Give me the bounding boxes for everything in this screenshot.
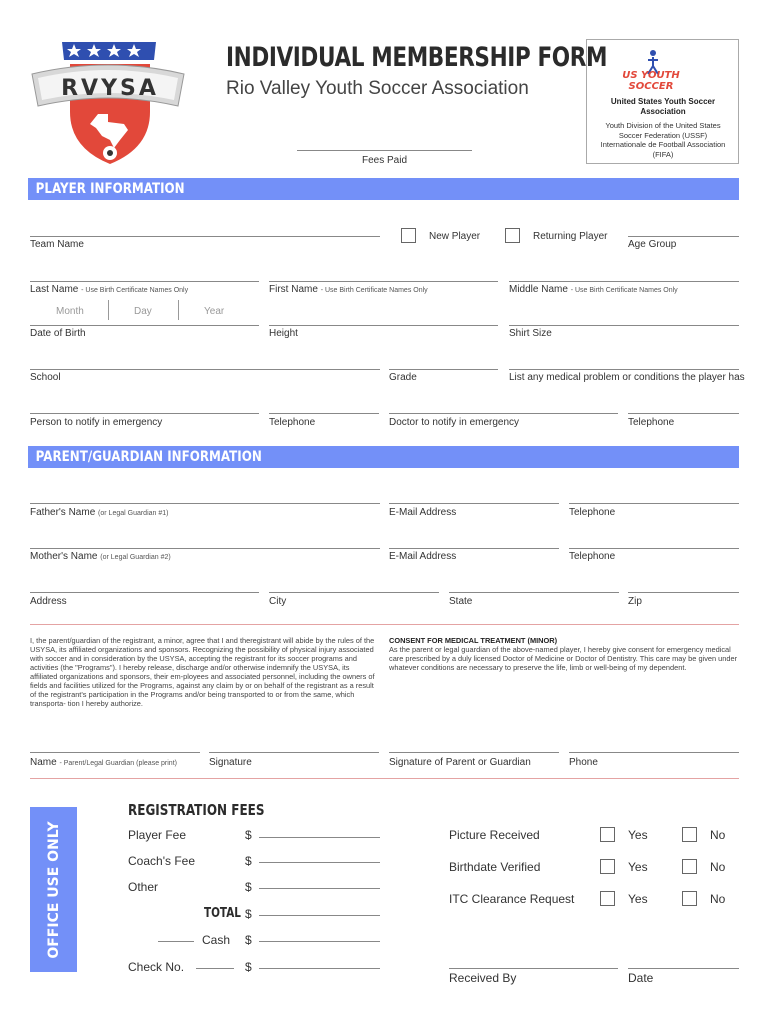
medical-label: List any medical problem or conditions the player has xyxy=(509,372,745,383)
medical-line[interactable] xyxy=(509,369,739,370)
last-name-note: - Use Birth Certificate Names Only xyxy=(81,287,189,294)
fees-paid-line[interactable] xyxy=(297,150,472,151)
first-name-note: - Use Birth Certificate Names Only xyxy=(320,287,428,294)
logo-text: RVYSA xyxy=(61,76,159,101)
total-label: TOTAL xyxy=(204,906,241,921)
section-divider xyxy=(30,624,739,625)
coach-fee-dollar: $ xyxy=(245,854,252,868)
grade-label: Grade xyxy=(389,372,417,383)
father-email-line[interactable] xyxy=(389,503,559,504)
player-fee-label: Player Fee xyxy=(128,828,187,842)
father-name-line[interactable] xyxy=(30,503,380,504)
mother-name-label: Mother's Name (or Legal Guardian #2) xyxy=(30,551,171,562)
guardian-name-label: Name - Parent/Legal Guardian (please print) xyxy=(30,757,177,768)
city-line[interactable] xyxy=(269,592,439,593)
dob-month-hint: Month xyxy=(56,306,84,317)
height-label: Height xyxy=(269,328,298,339)
age-group-line[interactable] xyxy=(628,236,739,237)
picture-no-checkbox[interactable] xyxy=(682,827,697,842)
registration-fees-title: REGISTRATION FEES xyxy=(128,801,265,819)
last-name-label: Last Name - Use Birth Certificate Names Only xyxy=(30,284,189,295)
new-player-checkbox[interactable] xyxy=(401,228,416,243)
doctor-telephone-label: Telephone xyxy=(628,417,675,428)
emergency-person-label: Person to notify in emergency xyxy=(30,417,163,428)
middle-name-note: - Use Birth Certificate Names Only xyxy=(570,287,678,294)
middle-name-label: Middle Name - Use Birth Certificate Names Only xyxy=(509,284,678,295)
zip-line[interactable] xyxy=(628,592,739,593)
new-player-label: New Player xyxy=(429,231,481,242)
last-name-line[interactable] xyxy=(30,281,259,282)
cash-line[interactable] xyxy=(259,941,380,942)
parent-signature-line[interactable] xyxy=(389,752,559,753)
grade-line[interactable] xyxy=(389,369,498,370)
first-name-line[interactable] xyxy=(269,281,498,282)
guardian-name-line[interactable] xyxy=(30,752,200,753)
itc-no-checkbox[interactable] xyxy=(682,891,697,906)
height-line[interactable] xyxy=(269,325,498,326)
other-label: Other xyxy=(128,880,159,894)
us-youth-soccer-box xyxy=(586,39,739,164)
date-label: Date xyxy=(628,971,654,985)
age-group-label: Age Group xyxy=(628,239,677,250)
school-label: School xyxy=(30,372,61,383)
player-info-header: PLAYER INFORMATION xyxy=(28,178,739,200)
check-no-line[interactable] xyxy=(259,968,380,969)
mother-name-line[interactable] xyxy=(30,548,380,549)
dob-day-hint: Day xyxy=(134,306,152,317)
state-line[interactable] xyxy=(449,592,619,593)
total-dollar: $ xyxy=(245,907,252,921)
birthdate-no-label: No xyxy=(710,860,726,874)
fees-paid-label: Fees Paid xyxy=(362,155,408,166)
office-use-bar: OFFICE USE ONLY xyxy=(30,807,77,972)
waiver-text: I, the parent/guardian of the registrant, a minor, agree that I and theregistrant will abide by the rules of the USYSA, its affiliated organizations and sponsors. Recognizing the possibility of physical injury associated with soccer and in consideration by the USYSA, accepting the registrant for its soccer programs and activities (the "Programs"). I hereby release, discharge and/or otherwise indemnify the USYSA, its affiliated organizations and sponsors, their em-ployees and associated personnel, including the owners of fields and facilities utilized for the Programs, against any claim by or on behalf of the registrant as a result of the registrant's participation in the Programs and/or being transported to or from the same, which transporta- tion I hereby authorize. xyxy=(30,636,375,708)
birthdate-yes-checkbox[interactable] xyxy=(600,859,615,874)
doctor-line[interactable] xyxy=(389,413,618,414)
school-line[interactable] xyxy=(30,369,380,370)
section-divider xyxy=(30,778,739,779)
middle-name-line[interactable] xyxy=(509,281,739,282)
emergency-telephone-line[interactable] xyxy=(269,413,379,414)
us-org-name: United States Youth Soccer Association xyxy=(610,97,716,116)
address-label: Address xyxy=(30,596,67,607)
parent-info-header: PARENT/GUARDIAN INFORMATION xyxy=(28,446,739,468)
mother-telephone-label: Telephone xyxy=(569,551,616,562)
dob-divider xyxy=(108,300,109,320)
rvysa-crest-icon xyxy=(28,36,188,171)
guardian-name-note: - Parent/Legal Guardian (please print) xyxy=(59,760,177,767)
consent-title: CONSENT FOR MEDICAL TREATMENT (MINOR) xyxy=(389,636,558,645)
page-subtitle: Rio Valley Youth Soccer Association xyxy=(226,78,529,99)
mother-email-label: E-Mail Address xyxy=(389,551,457,562)
consent-text: As the parent or legal guardian of the above-named player, I hereby give consent for emergency medical care prescribed by a duly licensed Doctor of Medicine or Doctor of Dentistry. This care may be given under whatever conditions are necessary to preserve the life, limb or well-being of my dependent. xyxy=(389,645,738,672)
emergency-telephone-label: Telephone xyxy=(269,417,316,428)
zip-label: Zip xyxy=(628,596,642,607)
date-line[interactable] xyxy=(628,968,739,969)
itc-no-label: No xyxy=(710,892,726,906)
birthdate-yes-label: Yes xyxy=(628,860,648,874)
phone-label: Phone xyxy=(569,757,598,768)
returning-player-label: Returning Player xyxy=(533,231,608,242)
dob-label: Date of Birth xyxy=(30,328,86,339)
parent-signature-label: Signature of Parent or Guardian xyxy=(389,757,531,768)
signature-line[interactable] xyxy=(209,752,379,753)
father-note: (or Legal Guardian #1) xyxy=(98,510,169,517)
father-name-label: Father's Name (or Legal Guardian #1) xyxy=(30,507,169,518)
dob-divider xyxy=(178,300,179,320)
picture-yes-checkbox[interactable] xyxy=(600,827,615,842)
dob-year-hint: Year xyxy=(204,306,225,317)
check-no-dollar: $ xyxy=(245,960,252,974)
team-name-line[interactable] xyxy=(30,236,380,237)
itc-yes-label: Yes xyxy=(628,892,648,906)
mother-email-line[interactable] xyxy=(389,548,559,549)
itc-clearance-label: ITC Clearance Request xyxy=(449,892,575,906)
check-no-label: Check No. xyxy=(128,960,185,974)
mother-note: (or Legal Guardian #2) xyxy=(100,554,171,561)
picture-received-label: Picture Received xyxy=(449,828,540,842)
cash-dollar: $ xyxy=(245,933,252,947)
page-title: INDIVIDUAL MEMBERSHIP FORM xyxy=(226,42,608,73)
other-line[interactable] xyxy=(259,888,380,889)
check-no-pre-line xyxy=(196,968,234,969)
signature-label: Signature xyxy=(209,757,252,768)
received-by-label: Received By xyxy=(449,971,517,985)
picture-yes-label: Yes xyxy=(628,828,648,842)
rvysa-logo xyxy=(28,36,188,171)
father-email-label: E-Mail Address xyxy=(389,507,457,518)
dob-line[interactable] xyxy=(30,325,259,326)
total-line[interactable] xyxy=(259,915,380,916)
city-label: City xyxy=(269,596,287,607)
shirt-size-line[interactable] xyxy=(509,325,739,326)
cash-label: Cash xyxy=(202,933,231,947)
player-fee-dollar: $ xyxy=(245,828,252,842)
team-name-label: Team Name xyxy=(30,239,84,250)
doctor-telephone-line[interactable] xyxy=(628,413,739,414)
state-label: State xyxy=(449,596,473,607)
us-logo-text: US YOUTH SOCCER xyxy=(622,70,680,92)
returning-player-checkbox[interactable] xyxy=(505,228,520,243)
birthdate-verified-label: Birthdate Verified xyxy=(449,860,541,874)
doctor-label: Doctor to notify in emergency xyxy=(389,417,520,428)
player-fee-line[interactable] xyxy=(259,837,380,838)
us-org-desc: Youth Division of the United States Soccer Federation (USSF) Internationale de Football Association (FIFA) xyxy=(600,121,726,159)
other-dollar: $ xyxy=(245,880,252,894)
coach-fee-label: Coach's Fee xyxy=(128,854,195,868)
picture-no-label: No xyxy=(710,828,726,842)
father-telephone-line[interactable] xyxy=(569,503,739,504)
itc-yes-checkbox[interactable] xyxy=(600,891,615,906)
coach-fee-line[interactable] xyxy=(259,862,380,863)
received-by-line[interactable] xyxy=(449,968,618,969)
phone-line[interactable] xyxy=(569,752,739,753)
father-telephone-label: Telephone xyxy=(569,507,616,518)
emergency-person-line[interactable] xyxy=(30,413,259,414)
mother-telephone-line[interactable] xyxy=(569,548,739,549)
shirt-size-label: Shirt Size xyxy=(509,328,552,339)
cash-pre-line xyxy=(158,941,194,942)
address-line[interactable] xyxy=(30,592,259,593)
first-name-label: First Name - Use Birth Certificate Names Only xyxy=(269,284,428,295)
birthdate-no-checkbox[interactable] xyxy=(682,859,697,874)
